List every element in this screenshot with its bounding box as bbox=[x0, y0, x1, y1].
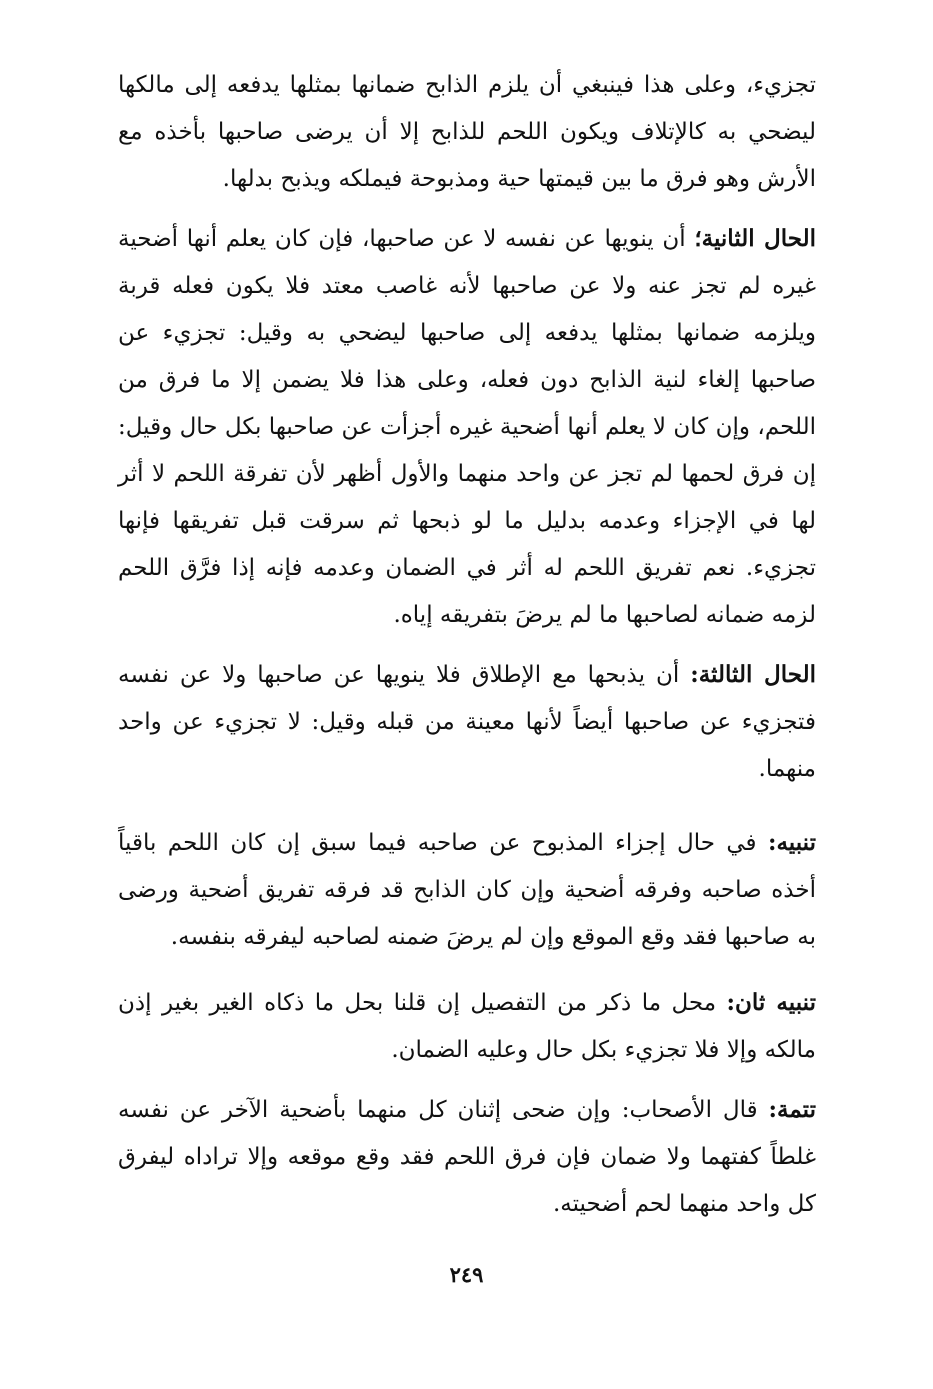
paragraph-text: تجزيء، وعلى هذا فينبغي أن يلزم الذابح ضمانها بمثلها يدفعه إلى مالكها ليضحي به كالإتلاف ويكون اللحم للذابح إلا أن يرضى صاحبها بأخذه مع الأرش وهو فرق ما بين قيمتها حية ومذبوحة فيملكه ويذبح بدلها. bbox=[118, 72, 816, 192]
paragraph-heading: تنبيه ثان: bbox=[726, 989, 816, 1016]
paragraph-text: أن يذبحها مع الإطلاق فلا ينويها عن صاحبها ولا عن نفسه فتجزيء عن صاحبها أيضاً لأنها معينة من قبله وقيل: لا تجزيء عن واحد منهما. bbox=[118, 662, 816, 782]
paragraph-note bbox=[118, 819, 816, 961]
paragraph-heading: الحال الثانية؛ bbox=[694, 225, 816, 252]
paragraph-heading: تتمة: bbox=[768, 1096, 816, 1123]
paragraph-continuation bbox=[118, 62, 816, 203]
paragraph-text: محل ما ذكر من التفصيل إن قلنا بحل ما ذكاه الغير بغير إذن مالكه وإلا فلا تجزيء بكل حال وعليه الضمان. bbox=[118, 990, 816, 1063]
paragraph-second-case bbox=[118, 215, 816, 639]
paragraph-heading: تنبيه: bbox=[767, 829, 816, 856]
page-body bbox=[118, 62, 816, 1342]
paragraph-third-case bbox=[118, 651, 816, 793]
paragraph-completion bbox=[118, 1086, 816, 1228]
page-number: ٢٤٩ bbox=[449, 1262, 484, 1287]
paragraph-text: أن ينويها عن نفسه لا عن صاحبها، فإن كان يعلم أنها أضحية غيره لم تجز عنه ولا عن صاحبها لأنه غاصب معتد فلا يكون فعله قربة ويلزمه ضمانها بمثلها يدفعه إلى صاحبها ليضحي به وقيل: تجزيء عن صاحبها إلغاء لنية الذابح دون فعله، وعلى هذا فلا يضمن إلا ما فرق من اللحم، وإن كان لا يعلم أنها أضحية غيره أجزأت عن صاحبها بكل حال وقيل: إن فرق لحمها لم تجز عن واحد منهما والأول أظهر لأن تفرقة اللحم لا أثر لها في الإجزاء وعدمه بدليل ما لو ذبحها ثم سرقت قبل تفريقها فإنها تجزيء. نعم تفريق اللحم له أثر في الضمان وعدمه فإنه إذا فرَّق اللحم لزمه ضمانه لصاحبها ما لم يرضَ بتفريقه إياه. bbox=[118, 226, 816, 628]
paragraph-text: في حال إجزاء المذبوح عن صاحبه فيما سبق إن كان اللحم باقياً أخذه صاحبه وفرقه أضحية وإن كان الذابح قد فرقه تفريق أضحية ورضى به صاحبها فقد وقع الموقع وإن لم يرضَ ضمنه لصاحبه ليفرقه بنفسه. bbox=[118, 830, 816, 950]
paragraph-heading: الحال الثالثة: bbox=[690, 661, 816, 688]
paragraph-second-note bbox=[118, 979, 816, 1074]
paragraph-text: قال الأصحاب: وإن ضحى إثنان كل منهما بأضحية الآخر عن نفسه غلطاً كفتهما ولا ضمان فإن فرق اللحم فقد وقع موقعه وإلا تراداه ليفرق كل واحد منهما لحم أضحيته. bbox=[118, 1097, 816, 1217]
